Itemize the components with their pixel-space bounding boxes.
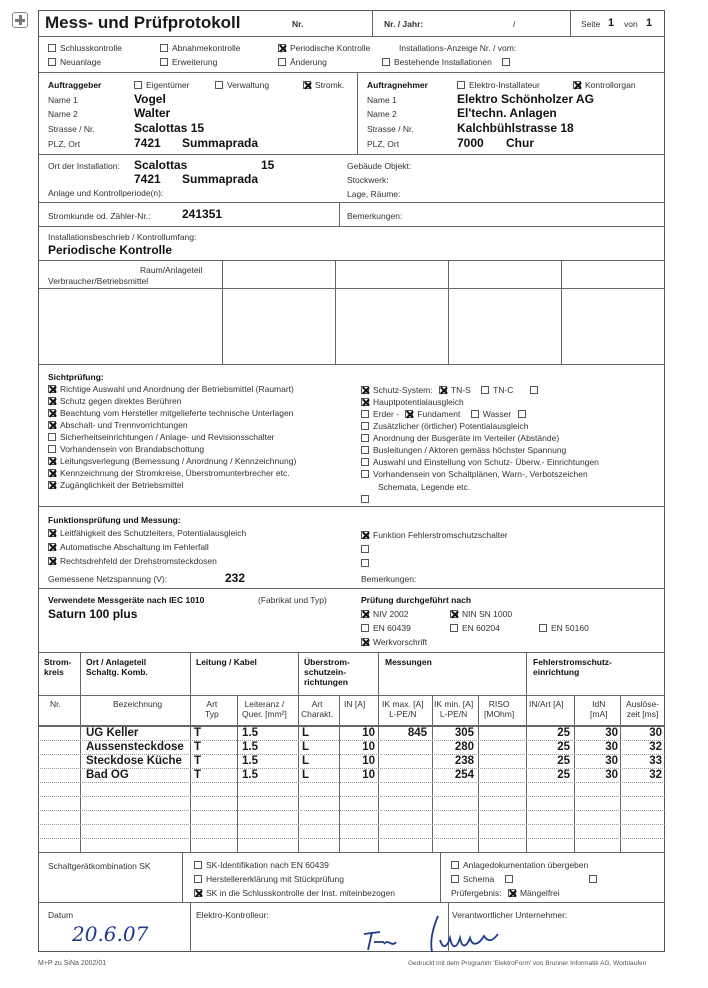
- von-value: 1: [646, 17, 653, 29]
- signature: [360, 912, 520, 956]
- sicht-left-text: Beachtung vom Hersteller mitgelieferte technische Unterlagen: [60, 408, 294, 418]
- table-cell-char: L: [302, 769, 310, 781]
- raum-label: Raum/Anlageteil: [140, 265, 203, 275]
- strasse-label: Strasse / Nr.: [48, 124, 95, 134]
- installation-plz: 7421: [134, 172, 161, 186]
- cb-erweiterung[interactable]: Erweiterung: [160, 57, 217, 67]
- th-fehlerstrom: Fehlerstromschutz- einrichtung: [533, 657, 612, 677]
- table-cell-art: T: [194, 727, 202, 739]
- sicht-right-text: Zusätzlicher (örtlicher) Potentialausgleich: [373, 421, 529, 431]
- sicht-left-checkbox[interactable]: [48, 421, 56, 429]
- cb-tn-s[interactable]: [439, 386, 447, 394]
- auftraggeber-label: Auftraggeber: [48, 80, 102, 90]
- cb-eigentuemer[interactable]: Eigentümer: [134, 80, 189, 90]
- sicht-left-item[interactable]: [48, 468, 290, 478]
- cb-nin[interactable]: NIN SN 1000: [450, 609, 512, 619]
- auftragnehmer-name2: El'techn. Anlagen: [457, 106, 557, 120]
- table-cell-char: L: [302, 755, 310, 767]
- cb-hauptpotential[interactable]: Hauptpotentialausgleich: [361, 397, 464, 407]
- table-cell-quer: 1.5: [242, 727, 258, 739]
- installation-nr: 15: [261, 158, 275, 172]
- table-cell-in: 10: [362, 769, 375, 781]
- sicht-left-item[interactable]: [48, 432, 275, 442]
- pruefergebnis-row: Prüfergebnis: Mängelfrei: [451, 888, 560, 898]
- table-cell-zeit: 30: [649, 727, 662, 739]
- sicht-right-item[interactable]: [361, 457, 599, 467]
- schutz-system-row: Schutz-System: TN-S TN-C: [361, 385, 542, 395]
- sicht-left-checkbox[interactable]: [48, 385, 56, 393]
- cb-elektro-installateur[interactable]: Elektro-Installateur: [457, 80, 540, 90]
- col-art: Art Typ: [205, 699, 219, 719]
- sicht-right-text: Vorhandensein von Schaltplänen, Warn-, Verbotszeichen: [373, 469, 588, 479]
- sicht-left-checkbox[interactable]: [48, 433, 56, 441]
- funktion-item[interactable]: [48, 528, 246, 538]
- sicht-left-item[interactable]: [48, 444, 204, 454]
- table-cell-in: 10: [362, 755, 375, 767]
- datum-value: 20.6.07: [72, 922, 149, 946]
- cb-tn-c[interactable]: [481, 386, 489, 394]
- th-stromkreis: Strom- kreis: [44, 657, 72, 677]
- cb-funk-extra-2[interactable]: [361, 558, 373, 568]
- netzspannung-label: Gemessene Netzspannung (V):: [48, 574, 168, 584]
- table-cell-ikmax: 845: [407, 727, 427, 739]
- auftraggeber-plz: 7421: [134, 136, 161, 150]
- cb-periodische[interactable]: Periodische Kontrolle: [278, 43, 370, 53]
- table-cell-char: L: [302, 727, 310, 739]
- cb-verwaltung[interactable]: Verwaltung: [215, 80, 269, 90]
- sicht-right-checkbox[interactable]: [361, 470, 369, 478]
- th-ort: Ort / Anlageteil Schaltg. Komb.: [86, 657, 148, 677]
- lage-label: Lage, Räume:: [347, 189, 401, 199]
- table-cell-quer: 1.5: [242, 741, 258, 753]
- sicht-left-checkbox[interactable]: [48, 469, 56, 477]
- cb-funk-extra-1[interactable]: [361, 544, 373, 554]
- table-cell-idn: 30: [605, 741, 618, 753]
- nr-label: Nr.: [292, 19, 304, 29]
- sicht-right-item[interactable]: [361, 445, 566, 455]
- th-leitung: Leitung / Kabel: [196, 657, 257, 667]
- sicht-right-checkbox[interactable]: [361, 422, 369, 430]
- sicht-left-checkbox[interactable]: [48, 409, 56, 417]
- datum-label: Datum: [48, 910, 74, 920]
- col-ausloese: Auslöse- zeit [ms]: [626, 699, 660, 719]
- auftragnehmer-plz: 7000: [457, 136, 484, 150]
- col-in-art: IN/Art [A]: [529, 699, 564, 709]
- table-cell-art: T: [194, 741, 202, 753]
- table-cell-quer: 1.5: [242, 769, 258, 781]
- page-title: Mess- und Prüfprotokoll: [45, 13, 241, 32]
- cb-stromk[interactable]: Stromk.: [303, 80, 344, 90]
- auftragnehmer-name1: Elektro Schönholzer AG: [457, 92, 594, 106]
- funktion-text: Rechtsdrehfeld der Drehstromsteckdosen: [60, 556, 217, 566]
- sicht-right-checkbox[interactable]: [361, 458, 369, 466]
- pruefung-label: Prüfung durchgeführt nach: [361, 595, 472, 605]
- anlage-label: Anlage und Kontrollperiode(n):: [48, 188, 164, 198]
- sicht-right-item[interactable]: [361, 469, 588, 479]
- sicht-left-text: Vorhandensein von Brandabschottung: [60, 444, 205, 454]
- plz-label: PLZ, Ort: [48, 139, 81, 149]
- col-charakt: Art Charakt.: [301, 699, 334, 719]
- cb-en60439[interactable]: EN 60439: [361, 623, 411, 633]
- schemata-label: Schemata, Legende etc.: [378, 482, 471, 492]
- cb-sicht-extra[interactable]: [361, 494, 373, 504]
- cb-fundament[interactable]: [405, 410, 413, 418]
- cb-abnahmekontrolle[interactable]: Abnahmekontrolle: [160, 43, 241, 53]
- table-cell-ikmin: 280: [454, 741, 474, 753]
- an-name2-label: Name 2: [367, 109, 397, 119]
- ort-installation-label: Ort der Installation:: [48, 161, 120, 171]
- sicht-right-checkbox[interactable]: [361, 434, 369, 442]
- cb-en60204[interactable]: EN 60204: [450, 623, 500, 633]
- cb-schlusskontrolle[interactable]: Schlusskontrolle: [48, 43, 122, 53]
- left-note: M+P zu SiNa 2002/01: [38, 960, 107, 967]
- messgeraet-value: Saturn 100 plus: [48, 607, 138, 621]
- table-cell-in: 10: [362, 727, 375, 739]
- funktion-item[interactable]: [48, 556, 217, 566]
- beschrieb-label: Installationsbeschrieb / Kontrollumfang:: [48, 232, 197, 242]
- funktion-checkbox[interactable]: [48, 529, 56, 537]
- funktion-checkbox[interactable]: [48, 557, 56, 565]
- table-cell-inart: 25: [557, 769, 570, 781]
- table-cell-zeit: 32: [649, 769, 662, 781]
- col-riso: RISO [MOhm]: [484, 699, 515, 719]
- cb-sk-ident[interactable]: SK-Identifikation nach EN 60439: [194, 860, 329, 870]
- col-ikmax: IK max. [A] L-PE/N: [382, 699, 424, 719]
- sicht-left-checkbox[interactable]: [48, 481, 56, 489]
- col-nr: Nr.: [50, 699, 61, 709]
- seite-value: 1: [608, 17, 615, 29]
- table-cell-ikmin: 305: [454, 727, 474, 739]
- table-cell-inart: 25: [557, 727, 570, 739]
- sicht-left-text: Abschalt- und Trennvorrichtungen: [60, 420, 188, 430]
- sicht-left-text: Schutz gegen direktes Berühren: [60, 396, 182, 406]
- funktion-title: Funktionsprüfung und Messung:: [48, 515, 181, 525]
- cb-anlagedoku[interactable]: Anlagedokumentation übergeben: [451, 860, 588, 870]
- stockwerk-label: Stockwerk:: [347, 175, 389, 185]
- bemerkungen-label: Bemerkungen:: [347, 211, 403, 221]
- th-ueberstrom: Überstrom- schutzein- richtungen: [304, 657, 350, 687]
- name1-label: Name 1: [48, 95, 78, 105]
- funktion-checkbox[interactable]: [48, 543, 56, 551]
- col-querschnitt: Leiteranz / Quer. [mm²]: [242, 699, 287, 719]
- cb-werkvorschrift[interactable]: Werkvorschrift: [361, 637, 427, 647]
- sicht-left-item[interactable]: [48, 408, 293, 418]
- nr-jahr-label: Nr. / Jahr:: [384, 19, 424, 29]
- stromkunde-label: Stromkunde od. Zähler-Nr.:: [48, 211, 151, 221]
- cb-aenderung[interactable]: Änderung: [278, 57, 327, 67]
- cb-neuanlage[interactable]: Neuanlage: [48, 57, 101, 67]
- netzspannung-value: 232: [225, 571, 246, 585]
- cb-en50160[interactable]: EN 50160: [539, 623, 589, 633]
- col-ikmin: IK min. [A] L-PE/N: [434, 699, 474, 719]
- auftragnehmer-ort: Chur: [506, 136, 534, 150]
- sicht-right-text: Busleitungen / Aktoren gemäss höchster Spannung: [373, 445, 567, 455]
- auftragnehmer-label: Auftragnehmer: [367, 80, 428, 90]
- cb-schutz-extra[interactable]: [530, 386, 538, 394]
- sicht-left-item[interactable]: [48, 384, 294, 394]
- funktion-text: Leitfähigkeit des Schutzleiters, Potentialausgleich: [60, 528, 247, 538]
- col-idn: IdN [mA]: [590, 699, 608, 719]
- installation-ort: Summaprada: [182, 172, 259, 186]
- cb-kontrollorgan[interactable]: Kontrollorgan: [573, 80, 636, 90]
- table-cell-bez: Aussensteckdose: [86, 741, 184, 753]
- table-cell-inart: 25: [557, 741, 570, 753]
- sicht-left-text: Kennzeichnung der Stromkreise, Überstromunterbrecher etc.: [60, 468, 290, 478]
- an-name1-label: Name 1: [367, 95, 397, 105]
- auftragnehmer-strasse: Kalchbühlstrasse 18: [457, 121, 574, 135]
- sicht-left-checkbox[interactable]: [48, 457, 56, 465]
- sicht-left-text: Zugänglichkeit der Betriebsmittel: [60, 480, 184, 490]
- cb-hersteller[interactable]: Herstellererklärung mit Stückprüfung: [194, 874, 344, 884]
- fabrikat-label: (Fabrikat und Typ): [258, 595, 327, 605]
- col-in: IN [A]: [344, 699, 366, 709]
- table-cell-bez: Steckdose Küche: [86, 755, 182, 767]
- sicht-right-item[interactable]: [361, 433, 559, 443]
- th-messungen: Messungen: [385, 657, 432, 667]
- cb-sk-schluss[interactable]: SK in die Schlusskontrolle der Inst. miteinbezogen: [194, 888, 395, 898]
- table-cell-zeit: 32: [649, 741, 662, 753]
- swiss-cross-icon: [12, 12, 28, 28]
- right-note: Gedruckt mit dem Programm 'ElektroForm' von Brunner Informatik AG, Worblaufen: [408, 960, 647, 967]
- seite-label: Seite: [581, 19, 601, 29]
- sicht-left-text: Richtige Auswahl und Anordnung der Betriebsmittel (Raumart): [60, 384, 294, 394]
- sicht-left-item[interactable]: [48, 420, 188, 430]
- table-cell-idn: 30: [605, 769, 618, 781]
- installations-anzeige-label: Installations-Anzeige Nr. / vom:: [399, 43, 517, 53]
- cb-maengelfrei[interactable]: [508, 889, 516, 897]
- cb-bestehende[interactable]: Bestehende Installationen: [382, 57, 514, 67]
- auftraggeber-ort: Summaprada: [182, 136, 259, 150]
- name2-label: Name 2: [48, 109, 78, 119]
- auftraggeber-strasse: Scalottas 15: [134, 121, 205, 135]
- table-cell-idn: 30: [605, 755, 618, 767]
- erder-row: Erder - Fundament Wasser: [361, 409, 530, 419]
- sicht-right-text: Auswahl und Einstellung von Schutz- Überw.- Einrichtungen: [373, 457, 599, 467]
- unternehmer-label: Verantwortlicher Unternehmer:: [452, 910, 568, 920]
- sicht-left-item[interactable]: [48, 396, 181, 406]
- an-strasse-label: Strasse / Nr.: [367, 124, 414, 134]
- sicht-left-item[interactable]: [48, 456, 296, 466]
- table-cell-ikmin: 254: [454, 769, 474, 781]
- sichtpruefung-title: Sichtprüfung:: [48, 372, 104, 382]
- installation-strasse: Scalottas: [134, 158, 188, 172]
- table-cell-bez: Bad OG: [86, 769, 129, 781]
- beschrieb-value: Periodische Kontrolle: [48, 243, 173, 257]
- cb-schema[interactable]: Schema: [451, 874, 601, 884]
- table-cell-quer: 1.5: [242, 755, 258, 767]
- sicht-right-text: Anordnung der Busgeräte im Verteiler (Abstände): [373, 433, 560, 443]
- funktion-text: Automatische Abschaltung im Fehlerfall: [60, 542, 209, 552]
- cb-fehlerstrom[interactable]: Funktion Fehlerstromschutzschalter: [361, 530, 508, 540]
- cb-schutz-system[interactable]: [361, 386, 369, 394]
- cb-wasser[interactable]: [471, 410, 479, 418]
- funktion-item[interactable]: [48, 542, 209, 552]
- table-cell-ikmin: 238: [454, 755, 474, 767]
- sicht-right-item[interactable]: [361, 421, 528, 431]
- col-bezeichnung: Bezeichnung: [113, 699, 163, 709]
- sicht-right-checkbox[interactable]: [361, 446, 369, 454]
- funktion-bemerkungen-label: Bemerkungen:: [361, 574, 417, 584]
- sicht-left-text: Leitungsverlegung (Bemessung / Anordnung / Kennzeichnung): [60, 456, 297, 466]
- gebaeude-label: Gebäude Objekt:: [347, 161, 412, 171]
- messgeraete-label: Verwendete Messgeräte nach IEC 1010: [48, 595, 205, 605]
- slash: /: [513, 19, 516, 29]
- table-cell-in: 10: [362, 741, 375, 753]
- auftraggeber-name1: Vogel: [134, 92, 166, 106]
- table-cell-bez: UG Keller: [86, 727, 139, 739]
- table-cell-idn: 30: [605, 727, 618, 739]
- verbraucher-label: Verbraucher/Betriebsmittel: [48, 276, 149, 286]
- sicht-left-checkbox[interactable]: [48, 397, 56, 405]
- cb-erder-extra[interactable]: [518, 410, 526, 418]
- table-cell-inart: 25: [557, 755, 570, 767]
- cb-niv[interactable]: NIV 2002: [361, 609, 408, 619]
- kontrolleur-label: Elektro-Kontrolleur:: [196, 910, 269, 920]
- sk-label: Schaltgerätkombination SK: [48, 861, 151, 871]
- table-cell-zeit: 33: [649, 755, 662, 767]
- table-cell-char: L: [302, 741, 310, 753]
- table-cell-art: T: [194, 769, 202, 781]
- von-label: von: [624, 19, 638, 29]
- sicht-left-text: Sicherheitseinrichtungen / Anlage- und Revisionsschalter: [60, 432, 275, 442]
- sicht-left-checkbox[interactable]: [48, 445, 56, 453]
- an-plz-label: PLZ, Ort: [367, 139, 400, 149]
- cb-erder[interactable]: [361, 410, 369, 418]
- table-cell-art: T: [194, 755, 202, 767]
- auftraggeber-name2: Walter: [134, 106, 171, 120]
- sicht-left-item[interactable]: [48, 480, 183, 490]
- stromkunde-value: 241351: [182, 207, 223, 221]
